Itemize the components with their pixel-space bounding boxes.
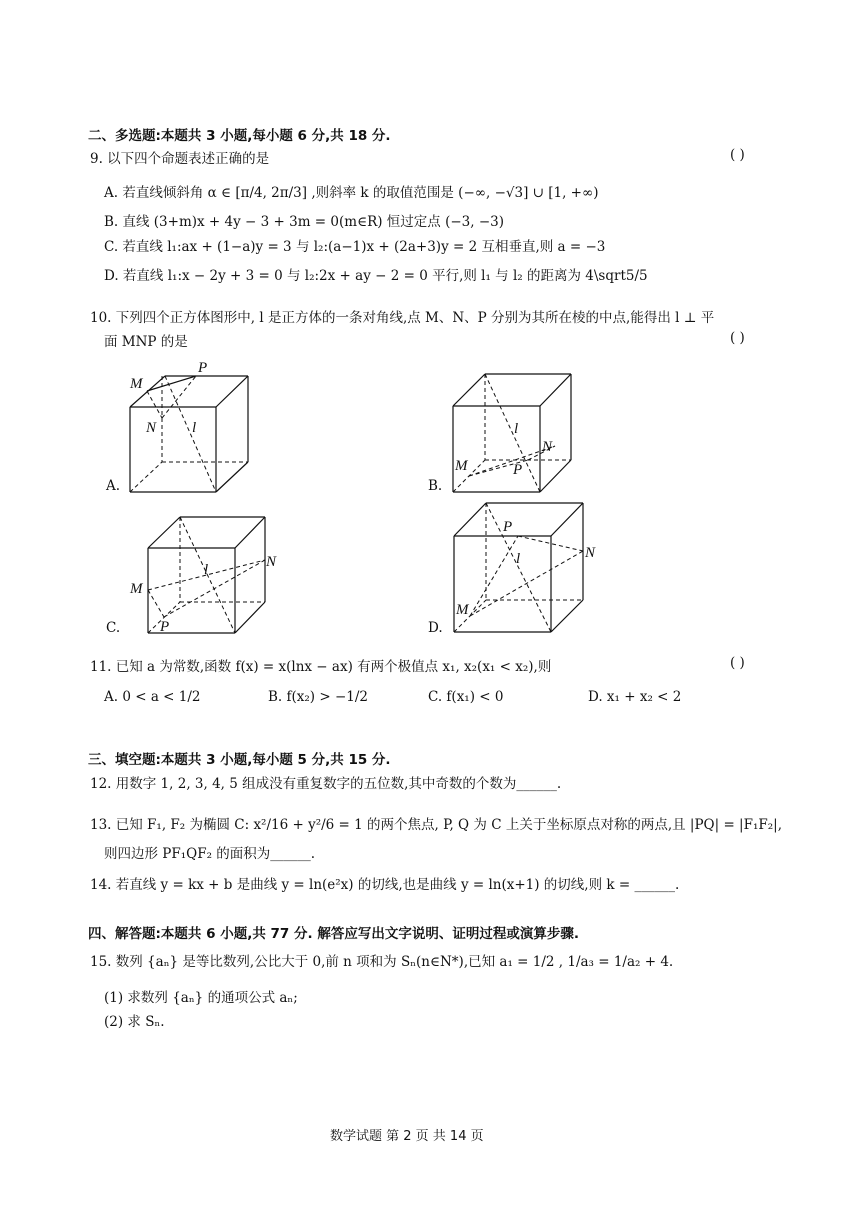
fig-a-label-l: l	[192, 420, 197, 436]
q14-text: 14. 若直线 y = kx + b 是曲线 y = ln(e²x) 的切线,也是曲线 y = ln(x+1) 的切线,则 k = ______.	[90, 877, 680, 893]
q10-option-b: B.	[428, 478, 443, 494]
q11-option-c: C. f(x₁) < 0	[428, 689, 504, 705]
section-multi-choice-heading: 二、多选题:本题共 3 小题,每小题 6 分,共 18 分.	[88, 128, 391, 144]
q9-option-a: A. 若直线倾斜角 α ∈ [π/4, 2π/3] ,则斜率 k 的取值范围是 (−∞, −√3] ∪ [1, +∞)	[104, 185, 599, 201]
q13-line1: 13. 已知 F₁, F₂ 为椭圆 C: x²/16 + y²/6 = 1 的两个焦点, P, Q 为 C 上关于坐标原点对称的两点,且 |PQ| = |F₁F₂|,	[90, 817, 782, 833]
fig-a-label-p: P	[198, 360, 208, 376]
fig-b-label-p: P	[513, 462, 523, 478]
q15-part1: (1) 求数列 {aₙ} 的通项公式 aₙ;	[104, 990, 298, 1006]
q11-option-a: A. 0 < a < 1/2	[104, 689, 201, 705]
fig-b-label-m: M	[455, 458, 468, 474]
q10-answer-paren: ( )	[730, 330, 745, 346]
page-footer: 数学试题 第 2 页 共 14 页	[330, 1129, 484, 1144]
fig-d-label-n: N	[585, 545, 596, 561]
q11-stem: 11. 已知 a 为常数,函数 f(x) = x(lnx − ax) 有两个极值点 x₁, x₂(x₁ < x₂),则	[90, 659, 552, 675]
fig-d-label-l: l	[516, 551, 521, 567]
fig-b-label-n: N	[542, 439, 553, 455]
fig-c-label-l: l	[204, 562, 209, 578]
fig-a-label-m: M	[130, 376, 143, 392]
q10-stem-line2: 面 MNP 的是	[104, 334, 188, 350]
fig-c-label-m: M	[130, 581, 143, 597]
fig-b-label-l: l	[514, 421, 519, 437]
q15-part2: (2) 求 Sₙ.	[104, 1014, 165, 1030]
section-fill-blank-heading: 三、填空题:本题共 3 小题,每小题 5 分,共 15 分.	[88, 752, 391, 768]
q12-text: 12. 用数字 1, 2, 3, 4, 5 组成没有重复数字的五位数,其中奇数的个数为______.	[90, 776, 562, 792]
q11-answer-paren: ( )	[730, 655, 745, 671]
q9-option-b: B. 直线 (3+m)x + 4y − 3 + 3m = 0(m∈R) 恒过定点 (−3, −3)	[104, 214, 504, 230]
q10-option-d: D.	[428, 620, 443, 636]
q9-option-d: D. 若直线 l₁:x − 2y + 3 = 0 与 l₂:2x + ay − 2 = 0 平行,则 l₁ 与 l₂ 的距离为 4\sqrt5/5	[104, 268, 648, 284]
fig-c-label-n: N	[266, 554, 277, 570]
fig-d-label-m: M	[456, 602, 469, 618]
fig-a-label-n: N	[146, 420, 157, 436]
q10-option-c: C.	[106, 620, 121, 636]
q11-option-b: B. f(x₂) > −1/2	[268, 689, 368, 705]
q13-line2: 则四边形 PF₁QF₂ 的面积为______.	[104, 846, 316, 862]
q15-stem: 15. 数列 {aₙ} 是等比数列,公比大于 0,前 n 项和为 Sₙ(n∈N*),已知 a₁ = 1/2 , 1/a₃ = 1/a₂ + 4.	[90, 954, 674, 970]
q9-stem: 9. 以下四个命题表述正确的是	[90, 151, 270, 167]
q9-answer-paren: ( )	[730, 147, 745, 163]
section-answer-heading: 四、解答题:本题共 6 小题,共 77 分. 解答应写出文字说明、证明过程或演算步骤.	[88, 926, 579, 942]
q11-option-d: D. x₁ + x₂ < 2	[588, 689, 682, 705]
fig-d-label-p: P	[503, 519, 513, 535]
fig-c-label-p: P	[160, 619, 170, 635]
q9-option-c: C. 若直线 l₁:ax + (1−a)y = 3 与 l₂:(a−1)x + (2a+3)y = 2 互相垂直,则 a = −3	[104, 239, 606, 255]
q10-stem-line1: 10. 下列四个正方体图形中, l 是正方体的一条对角线,点 M、N、P 分别为其所在棱的中点,能得出 l ⊥ 平	[90, 310, 715, 326]
q10-option-a: A.	[106, 478, 121, 494]
